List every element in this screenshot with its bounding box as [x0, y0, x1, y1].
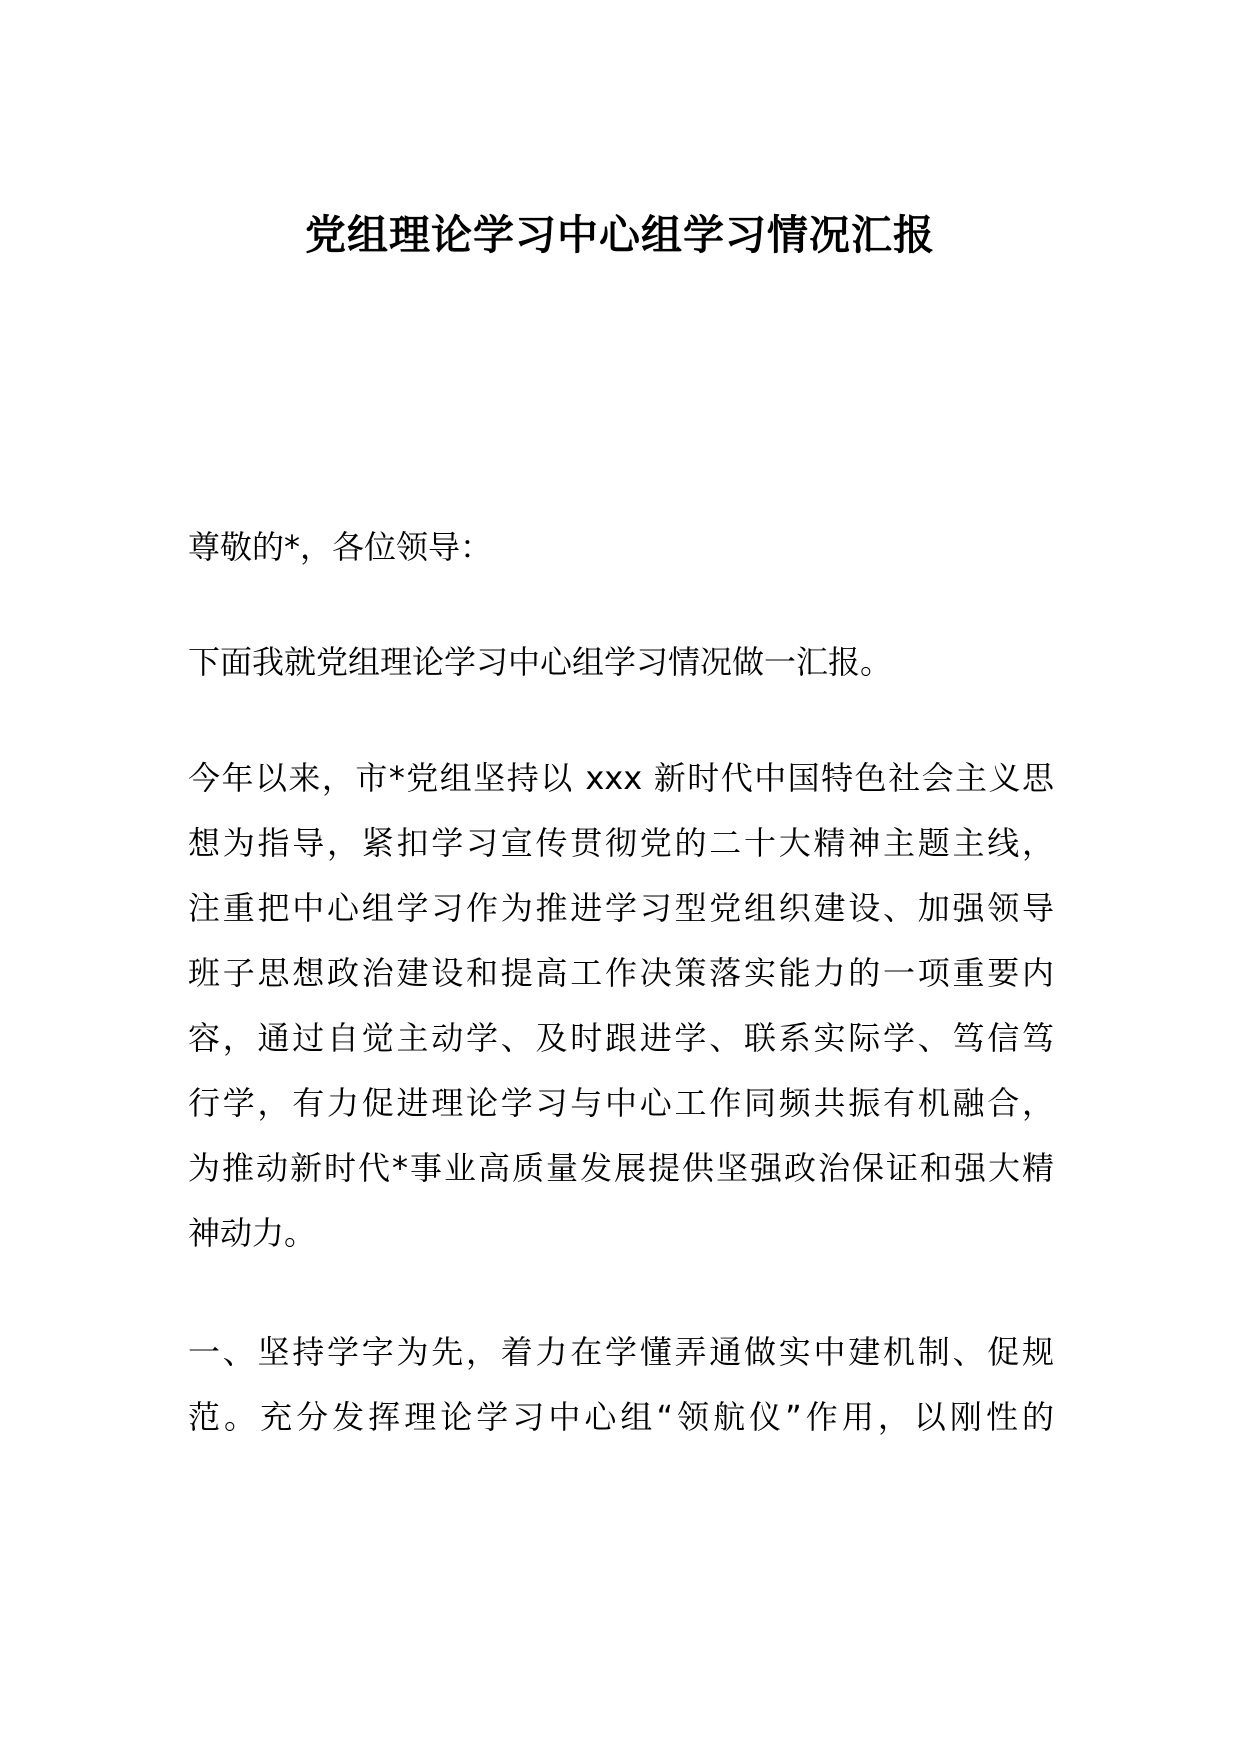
paragraph-line: 一、坚持学字为先，着力在学懂弄通做实中建机制、促规 — [188, 1333, 1054, 1371]
salutation-line: 尊敬的*，各位领导： — [188, 528, 493, 566]
paragraph-2-section-heading — [188, 1320, 1054, 1450]
paragraph-line: 为推动新时代*事业高质量发展提供坚强政治保证和强大精 — [188, 1149, 1054, 1187]
document-title: 党组理论学习中心组学习情况汇报 — [305, 211, 935, 259]
paragraph-line: 行学，有力促进理论学习与中心工作同频共振有机融合， — [188, 1084, 1054, 1122]
paragraph-line: 想为指导，紧扣学习宣传贯彻党的二十大精神主题主线， — [188, 824, 1054, 862]
paragraph-line: 注重把中心组学习作为推进学习型党组织建设、加强领导 — [188, 889, 1054, 927]
paragraph-line: 神动力。 — [188, 1214, 317, 1252]
paragraph-1 — [188, 746, 1054, 1266]
paragraph-line: 容，通过自觉主动学、及时跟进学、联系实际学、笃信笃 — [188, 1019, 1054, 1057]
paragraph-line: 范。充分发挥理论学习中心组“领航仪”作用，以刚性的 — [188, 1398, 1054, 1436]
intro-paragraph — [188, 630, 1054, 695]
paragraph-line: 今年以来，市*党组坚持以 xxx 新时代中国特色社会主义思 — [188, 759, 1054, 797]
intro-line: 下面我就党组理论学习中心组学习情况做一汇报。 — [188, 643, 893, 681]
salutation — [188, 515, 1054, 580]
paragraph-line: 班子思想政治建设和提高工作决策落实能力的一项重要内 — [188, 954, 1054, 992]
